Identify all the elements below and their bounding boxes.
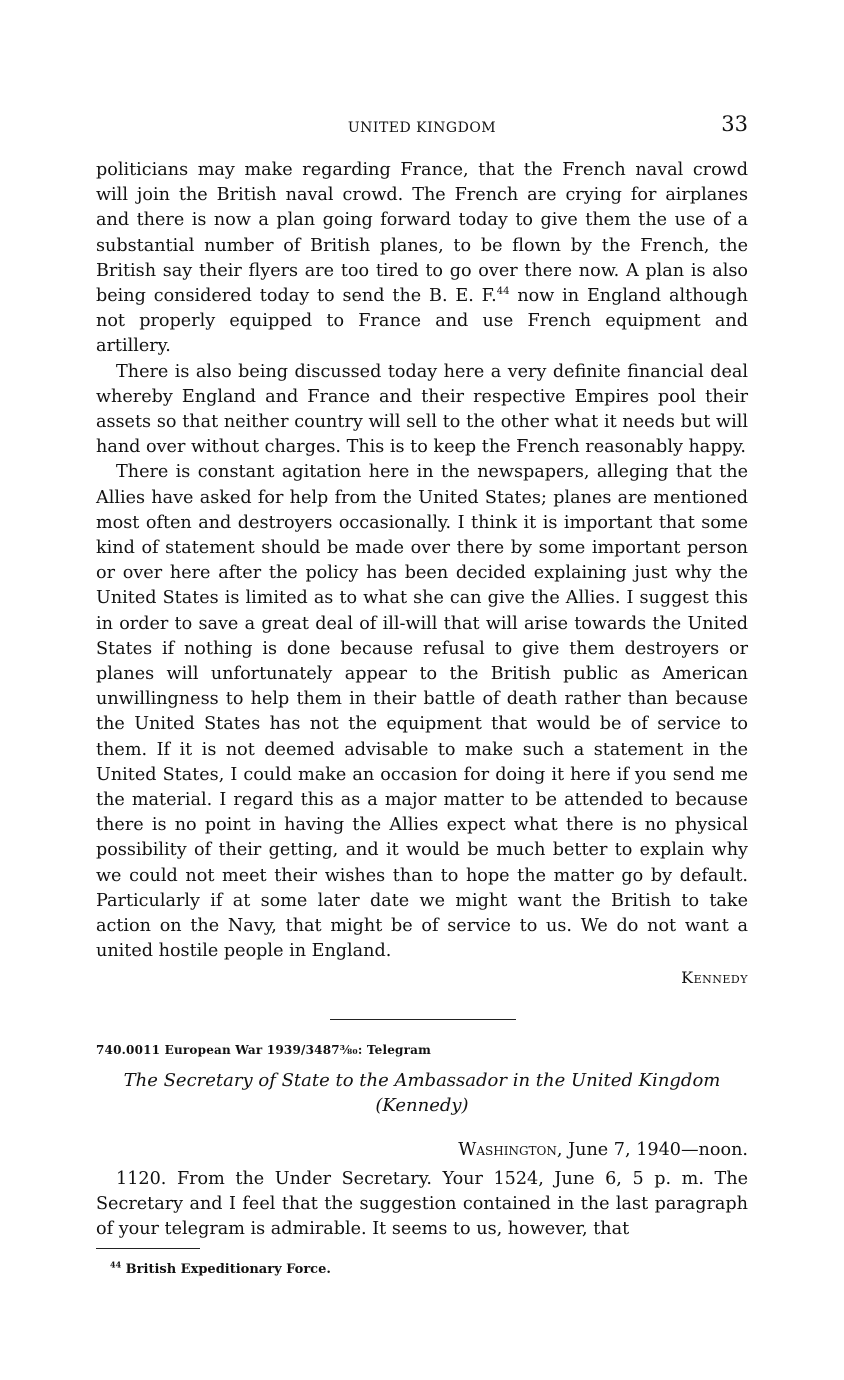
section-divider: [330, 1019, 516, 1020]
dateline-place: Washington: [458, 1140, 557, 1160]
paragraph-2: There is also being discussed today here a very definite financial deal whereby England and France and their respective Empires pool their assets so that neither country will sell to the other what it needs but will hand over without charges. This is to keep the French reasonably happy.: [96, 361, 748, 458]
footnote-reference: 44: [496, 286, 510, 298]
footnote-text: British Expeditionary Force.: [121, 1262, 331, 1277]
document-title: [96, 1068, 748, 1118]
footnote: [110, 1259, 331, 1277]
document-title-line-1: The Secretary of State to the Ambassador in the United Kingdom: [123, 1070, 721, 1091]
document-title-line-2: (Kennedy): [375, 1095, 469, 1116]
footnote-divider: [96, 1248, 200, 1249]
telegram-body: [96, 1167, 748, 1243]
page-number: 33: [721, 112, 748, 136]
dateline: [458, 1140, 748, 1160]
paragraph-1-text: politicians may make regarding France, that the French naval crowd will join the British naval crowd. The French are crying for airplanes and there is now a plan going forward today to give them the use of a substantial number of British planes, to be flown by the French, the British say their flyers are too tired to go over there now. A plan is also being considered today to send the B. E. F.: [96, 160, 748, 307]
telegram-paragraph-1: 1120. From the Under Secretary. Your 1524, June 6, 5 p. m. The Secretary and I feel that the suggestion contained in the last paragraph of your telegram is admirable. It seems to us, however, that: [96, 1169, 748, 1240]
footnote-mark: 44: [110, 1259, 122, 1270]
signature: Kennedy: [681, 967, 748, 987]
file-reference: 740.0011 European War 1939/3487⅜₀: Telegram: [96, 1043, 432, 1057]
dateline-date: , June 7, 1940—noon.: [556, 1140, 748, 1160]
paragraph-1-rest: now in England although not properly equipped to France and use French equipment and artillery.: [96, 286, 748, 357]
running-title: UNITED KINGDOM: [347, 120, 497, 136]
paragraph-3: There is constant agitation here in the newspapers, alleging that the Allies have asked for help from the United States; planes are mentioned most often and destroyers occasionally. I think it is important that some kind of statement should be made over there by some important person or over here after the policy has been decided explaining just why the United States is limited as to what she can give the Allies. I suggest this in order to save a great deal of ill-will that will arise towards the United States if nothing is done because refusal to give them destroyers or planes will unfortunately appear to the British public as American unwillingness to help them in their battle of death rather than because the United States has not the equipment that would be of service to them. If it is not deemed advisable to make such a statement in the United States, I could make an occasion for doing it here if you send me the material. I regard this as a major matter to be attended to because there is no point in having the Allies expect what there is no physical possibility of their getting, and it would be much better to explain why we could not meet their wishes than to hope the matter go by default. Particularly if at some later date we might want the British to take action on the Navy, that might be of service to us. We do not want a united hostile people in England.: [96, 462, 748, 962]
running-head: [96, 112, 748, 142]
paragraph-1: [96, 158, 748, 360]
letter-body: [96, 158, 748, 990]
